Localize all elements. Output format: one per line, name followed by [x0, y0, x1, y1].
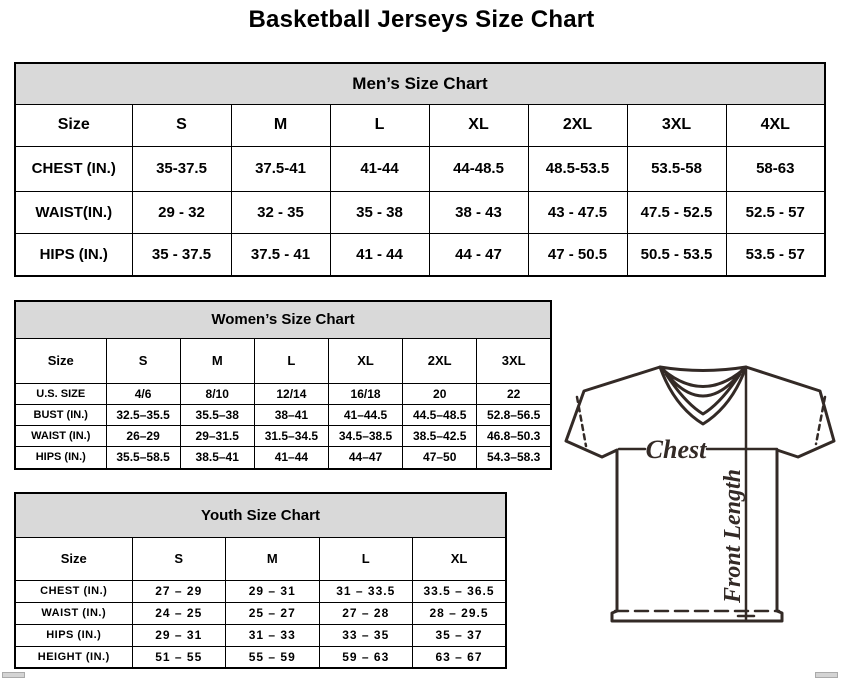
row-label: CHEST (IN.) — [15, 580, 132, 602]
row-label: WAIST (IN.) — [15, 425, 106, 446]
cell: 53.5 - 57 — [726, 233, 825, 276]
row-label: CHEST (IN.) — [15, 146, 132, 191]
row-label: HIPS (IN.) — [15, 624, 132, 646]
cell: 34.5–38.5 — [328, 425, 402, 446]
row-label: HIPS (IN.) — [15, 233, 132, 276]
cell: 29 – 31 — [226, 580, 320, 602]
cell: 35 – 37 — [413, 624, 507, 646]
cell: 33.5 – 36.5 — [413, 580, 507, 602]
cell: 29 - 32 — [132, 191, 231, 233]
cell: 47 - 50.5 — [528, 233, 627, 276]
col-header: 3XL — [627, 104, 726, 146]
cell: 28 – 29.5 — [413, 602, 507, 624]
cell: 35 - 37.5 — [132, 233, 231, 276]
cell: 8/10 — [180, 383, 254, 404]
womens-size-chart-table — [14, 300, 552, 470]
cell: 52.5 - 57 — [726, 191, 825, 233]
cell: 27 – 28 — [319, 602, 413, 624]
col-header: M — [231, 104, 330, 146]
cell: 31 – 33 — [226, 624, 320, 646]
col-header: Size — [15, 537, 132, 580]
cell: 12/14 — [254, 383, 328, 404]
row-label: HEIGHT (IN.) — [15, 646, 132, 668]
cell: 29 – 31 — [132, 624, 226, 646]
cell: 48.5-53.5 — [528, 146, 627, 191]
page-title: Basketball Jerseys Size Chart — [248, 6, 595, 33]
cell: 43 - 47.5 — [528, 191, 627, 233]
cell: 33 – 35 — [319, 624, 413, 646]
cell: 20 — [403, 383, 477, 404]
cell: 29–31.5 — [180, 425, 254, 446]
cell: 38.5–42.5 — [403, 425, 477, 446]
col-header: L — [254, 338, 328, 383]
col-header: M — [226, 537, 320, 580]
cell: 47–50 — [403, 446, 477, 469]
cell: 37.5-41 — [231, 146, 330, 191]
cell: 32 - 35 — [231, 191, 330, 233]
cell: 44–47 — [328, 446, 402, 469]
cell: 54.3–58.3 — [477, 446, 551, 469]
col-header: 2XL — [403, 338, 477, 383]
row-label: HIPS (IN.) — [15, 446, 106, 469]
col-header: 2XL — [528, 104, 627, 146]
col-header: L — [319, 537, 413, 580]
cell: 32.5–35.5 — [106, 404, 180, 425]
cell: 51 – 55 — [132, 646, 226, 668]
cell: 53.5-58 — [627, 146, 726, 191]
col-header: XL — [429, 104, 528, 146]
col-header: Size — [15, 338, 106, 383]
cell: 44 - 47 — [429, 233, 528, 276]
row-label: BUST (IN.) — [15, 404, 106, 425]
cell: 38.5–41 — [180, 446, 254, 469]
col-header: S — [132, 104, 231, 146]
chest-label: Chest — [645, 435, 707, 464]
cell: 4/6 — [106, 383, 180, 404]
cell: 31.5–34.5 — [254, 425, 328, 446]
cell: 27 – 29 — [132, 580, 226, 602]
cell: 47.5 - 52.5 — [627, 191, 726, 233]
col-header: XL — [413, 537, 507, 580]
cell: 35.5–38 — [180, 404, 254, 425]
cell: 31 – 33.5 — [319, 580, 413, 602]
col-header: S — [106, 338, 180, 383]
cell: 38 - 43 — [429, 191, 528, 233]
cell: 35-37.5 — [132, 146, 231, 191]
col-header: Size — [15, 104, 132, 146]
cell: 37.5 - 41 — [231, 233, 330, 276]
col-header: M — [180, 338, 254, 383]
row-label: U.S. SIZE — [15, 383, 106, 404]
jersey-collar — [660, 367, 746, 424]
cell: 22 — [477, 383, 551, 404]
col-header: 3XL — [477, 338, 551, 383]
cell: 41-44 — [330, 146, 429, 191]
row-label: WAIST(IN.) — [15, 191, 132, 233]
cell: 58-63 — [726, 146, 825, 191]
cell: 55 – 59 — [226, 646, 320, 668]
cell: 41–44 — [254, 446, 328, 469]
col-header: 4XL — [726, 104, 825, 146]
womens-table-title: Women’s Size Chart — [15, 301, 551, 338]
cell: 35.5–58.5 — [106, 446, 180, 469]
cell: 59 – 63 — [319, 646, 413, 668]
row-label: WAIST (IN.) — [15, 602, 132, 624]
jersey-diagram — [558, 358, 843, 630]
mens-table-title: Men’s Size Chart — [15, 63, 825, 104]
cell: 35 - 38 — [330, 191, 429, 233]
cell: 46.8–50.3 — [477, 425, 551, 446]
cell: 38–41 — [254, 404, 328, 425]
cell: 41–44.5 — [328, 404, 402, 425]
cell: 16/18 — [328, 383, 402, 404]
mens-size-chart-table — [14, 62, 826, 277]
col-header: XL — [328, 338, 402, 383]
cell: 50.5 - 53.5 — [627, 233, 726, 276]
scrollbar-fragment-right[interactable] — [815, 672, 838, 678]
youth-size-chart-table — [14, 492, 507, 669]
cell: 25 – 27 — [226, 602, 320, 624]
cell: 63 – 67 — [413, 646, 507, 668]
cell: 41 - 44 — [330, 233, 429, 276]
cell: 26–29 — [106, 425, 180, 446]
front-length-label: Front Length — [720, 468, 746, 604]
cell: 44-48.5 — [429, 146, 528, 191]
scrollbar-fragment-left[interactable] — [2, 672, 25, 678]
cell: 24 – 25 — [132, 602, 226, 624]
jersey-outline — [566, 367, 834, 621]
cell: 52.8–56.5 — [477, 404, 551, 425]
youth-table-title: Youth Size Chart — [15, 493, 506, 537]
cell: 44.5–48.5 — [403, 404, 477, 425]
col-header: S — [132, 537, 226, 580]
col-header: L — [330, 104, 429, 146]
